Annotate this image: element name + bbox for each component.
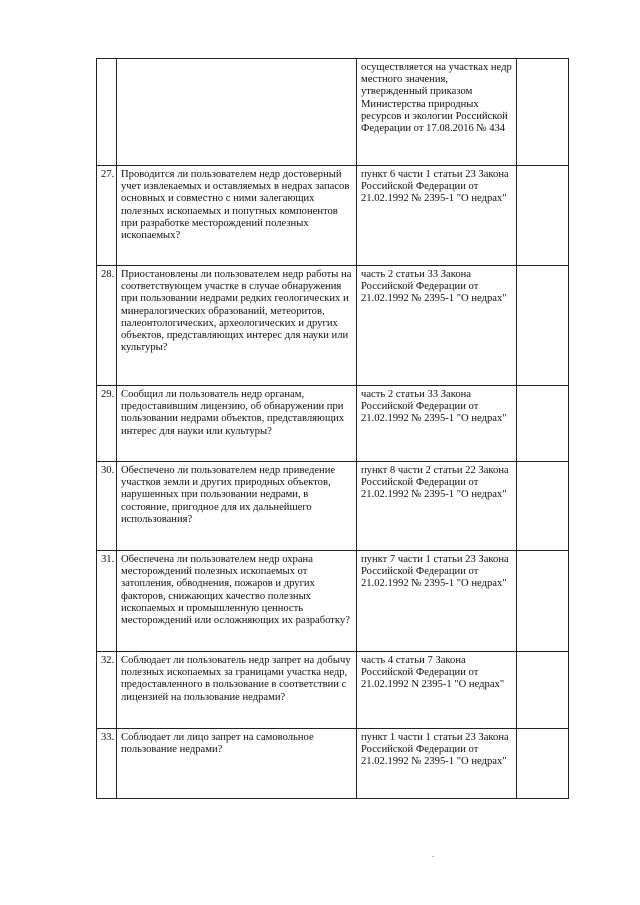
- question-cell: Обеспечена ли пользователем недр охрана месторождений полезных ископаемых от затопления, обводнения, пожаров и других факторов, снижающих качество полезных ископаемых и промышленную ценность месторождений или осложняющих их разработку?: [117, 551, 357, 652]
- scan-speck: [432, 856, 434, 857]
- question-cell: Приостановлены ли пользователем недр работы на соответствующем участке в случае обнаружения при пользовании недрами редких геологических и минералогических образований, метеоритов, палеонтологических, археологических и других объектов, представляющих интерес для науки или культуры?: [117, 266, 357, 386]
- row-number: 33.: [97, 729, 117, 799]
- extra-cell: [517, 729, 569, 799]
- checklist-table: [96, 58, 569, 799]
- legal-reference-cell: пункт 1 части 1 статьи 23 Закона Российской Федерации от 21.02.1992 № 2395-1 "О недрах": [357, 729, 517, 799]
- table-row: [97, 266, 569, 386]
- question-cell: Соблюдает ли лицо запрет на самовольное пользование недрами?: [117, 729, 357, 799]
- row-number: 28.: [97, 266, 117, 386]
- legal-reference-cell: часть 2 статьи 33 Закона Российской Федерации от 21.02.1992 № 2395-1 "О недрах": [357, 386, 517, 462]
- legal-reference-cell: часть 4 статьи 7 Закона Российской Федерации от 21.02.1992 N 2395-1 "О недрах": [357, 652, 517, 729]
- row-number: 32.: [97, 652, 117, 729]
- table-row: [97, 652, 569, 729]
- extra-cell: [517, 462, 569, 551]
- table-row: [97, 386, 569, 462]
- table-row: [97, 729, 569, 799]
- question-cell: [117, 59, 357, 166]
- legal-reference-cell: пункт 7 части 1 статьи 23 Закона Российской Федерации от 21.02.1992 № 2395-1 "О недрах": [357, 551, 517, 652]
- extra-cell: [517, 166, 569, 266]
- table-row: [97, 166, 569, 266]
- question-cell: Сообщил ли пользователь недр органам, предоставившим лицензию, об обнаружении при пользовании недрами объектов, представляющих интерес для науки или культуры?: [117, 386, 357, 462]
- legal-reference-cell: пункт 6 части 1 статьи 23 Закона Российской Федерации от 21.02.1992 № 2395-1 "О недрах": [357, 166, 517, 266]
- table-row: [97, 462, 569, 551]
- question-cell: Обеспечено ли пользователем недр приведение участков земли и других природных объектов, нарушенных при пользовании недрами, в состояние, пригодное для их дальнейшего использования?: [117, 462, 357, 551]
- question-cell: Соблюдает ли пользователь недр запрет на добычу полезных ископаемых за границами участка недр, предоставленного в пользование в соответствии с лицензией на пользование недрами?: [117, 652, 357, 729]
- legal-reference-cell: часть 2 статьи 33 Закона Российской Федерации от 21.02.1992 № 2395-1 "О недрах": [357, 266, 517, 386]
- row-number: 27.: [97, 166, 117, 266]
- extra-cell: [517, 551, 569, 652]
- extra-cell: [517, 266, 569, 386]
- extra-cell: [517, 386, 569, 462]
- question-cell: Проводится ли пользователем недр достоверный учет извлекаемых и оставляемых в недрах запасов основных и совместно с ними залегающих полезных ископаемых и попутных компонентов при разработке месторождений полезных ископаемых?: [117, 166, 357, 266]
- row-number: 31.: [97, 551, 117, 652]
- row-number: 30.: [97, 462, 117, 551]
- row-number: [97, 59, 117, 166]
- legal-reference-cell: осуществляется на участках недр местного значения, утвержденный приказом Министерства природных ресурсов и экологии Российской Федерации от 17.08.2016 № 434: [357, 59, 517, 166]
- table-row: [97, 59, 569, 166]
- extra-cell: [517, 59, 569, 166]
- legal-reference-cell: пункт 8 части 2 статьи 22 Закона Российской Федерации от 21.02.1992 № 2395-1 "О недрах": [357, 462, 517, 551]
- row-number: 29.: [97, 386, 117, 462]
- table-row: [97, 551, 569, 652]
- extra-cell: [517, 652, 569, 729]
